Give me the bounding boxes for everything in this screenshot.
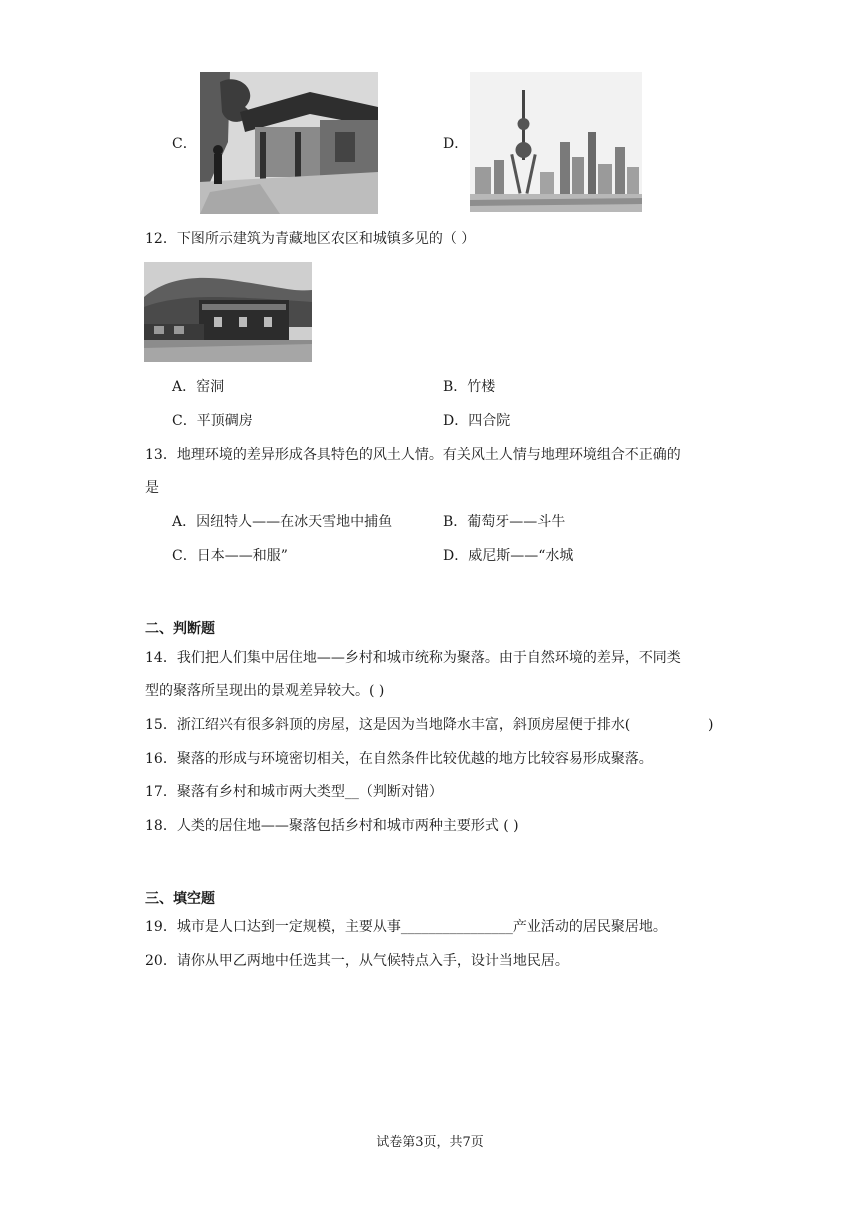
question-14-cont: 型的聚落所呈现出的景观差异较大。( ): [145, 683, 385, 699]
q12-option-b: B．竹楼: [443, 379, 496, 395]
question-14: 14．我们把人们集中居住地——乡村和城市统称为聚落。由于自然环境的差异，不同类: [145, 650, 681, 666]
question-20: 20．请你从甲乙两地中任选其一，从气候特点入手，设计当地民居。: [145, 953, 569, 969]
q13-option-a: A．因纽特人——在冰天雪地中捕鱼: [172, 514, 393, 530]
question-15: 15．浙江绍兴有很多斜顶的房屋，这是因为当地降水丰富，斜顶房屋便于排水(: [145, 717, 631, 733]
village-street-photo: [200, 72, 378, 214]
q12-option-c: C．平顶碉房: [172, 413, 253, 429]
question-16: 16．聚落的形成与环境密切相关，在自然条件比较优越的地方比较容易形成聚落。: [145, 751, 653, 767]
section-2-title: 二、判断题: [145, 621, 215, 637]
q13-option-c: C．日本——和服”: [172, 548, 288, 564]
tibetan-house-photo: [144, 262, 312, 362]
q12-option-d: D．四合院: [443, 413, 511, 429]
question-13-stem-cont: 是: [145, 480, 159, 496]
question-15-close-paren: ): [708, 717, 714, 733]
question-17: 17．聚落有乡村和城市两大类型__（判断对错）: [145, 784, 443, 800]
option-c-label: C．: [172, 136, 197, 152]
city-skyline-photo: [470, 72, 642, 212]
option-d-label: D．: [443, 136, 469, 152]
section-3-title: 三、填空题: [145, 891, 215, 907]
q12-option-a: A．窑洞: [172, 379, 225, 395]
page-footer: 试卷第3页，共7页: [376, 1135, 484, 1150]
question-19: 19．城市是人口达到一定规模，主要从事________________产业活动的居民聚居地。: [145, 919, 667, 935]
q13-option-b: B．葡萄牙——斗牛: [443, 514, 566, 530]
question-13-stem: 13．地理环境的差异形成各具特色的风土人情。有关风土人情与地理环境组合不正确的: [145, 447, 681, 463]
q13-option-d: D．威尼斯——“水城: [443, 548, 574, 564]
question-18: 18．人类的居住地——聚落包括乡村和城市两种主要形式 ( ): [145, 818, 519, 834]
question-12-stem: 12．下图所示建筑为青藏地区农区和城镇多见的（ ）: [145, 231, 476, 247]
